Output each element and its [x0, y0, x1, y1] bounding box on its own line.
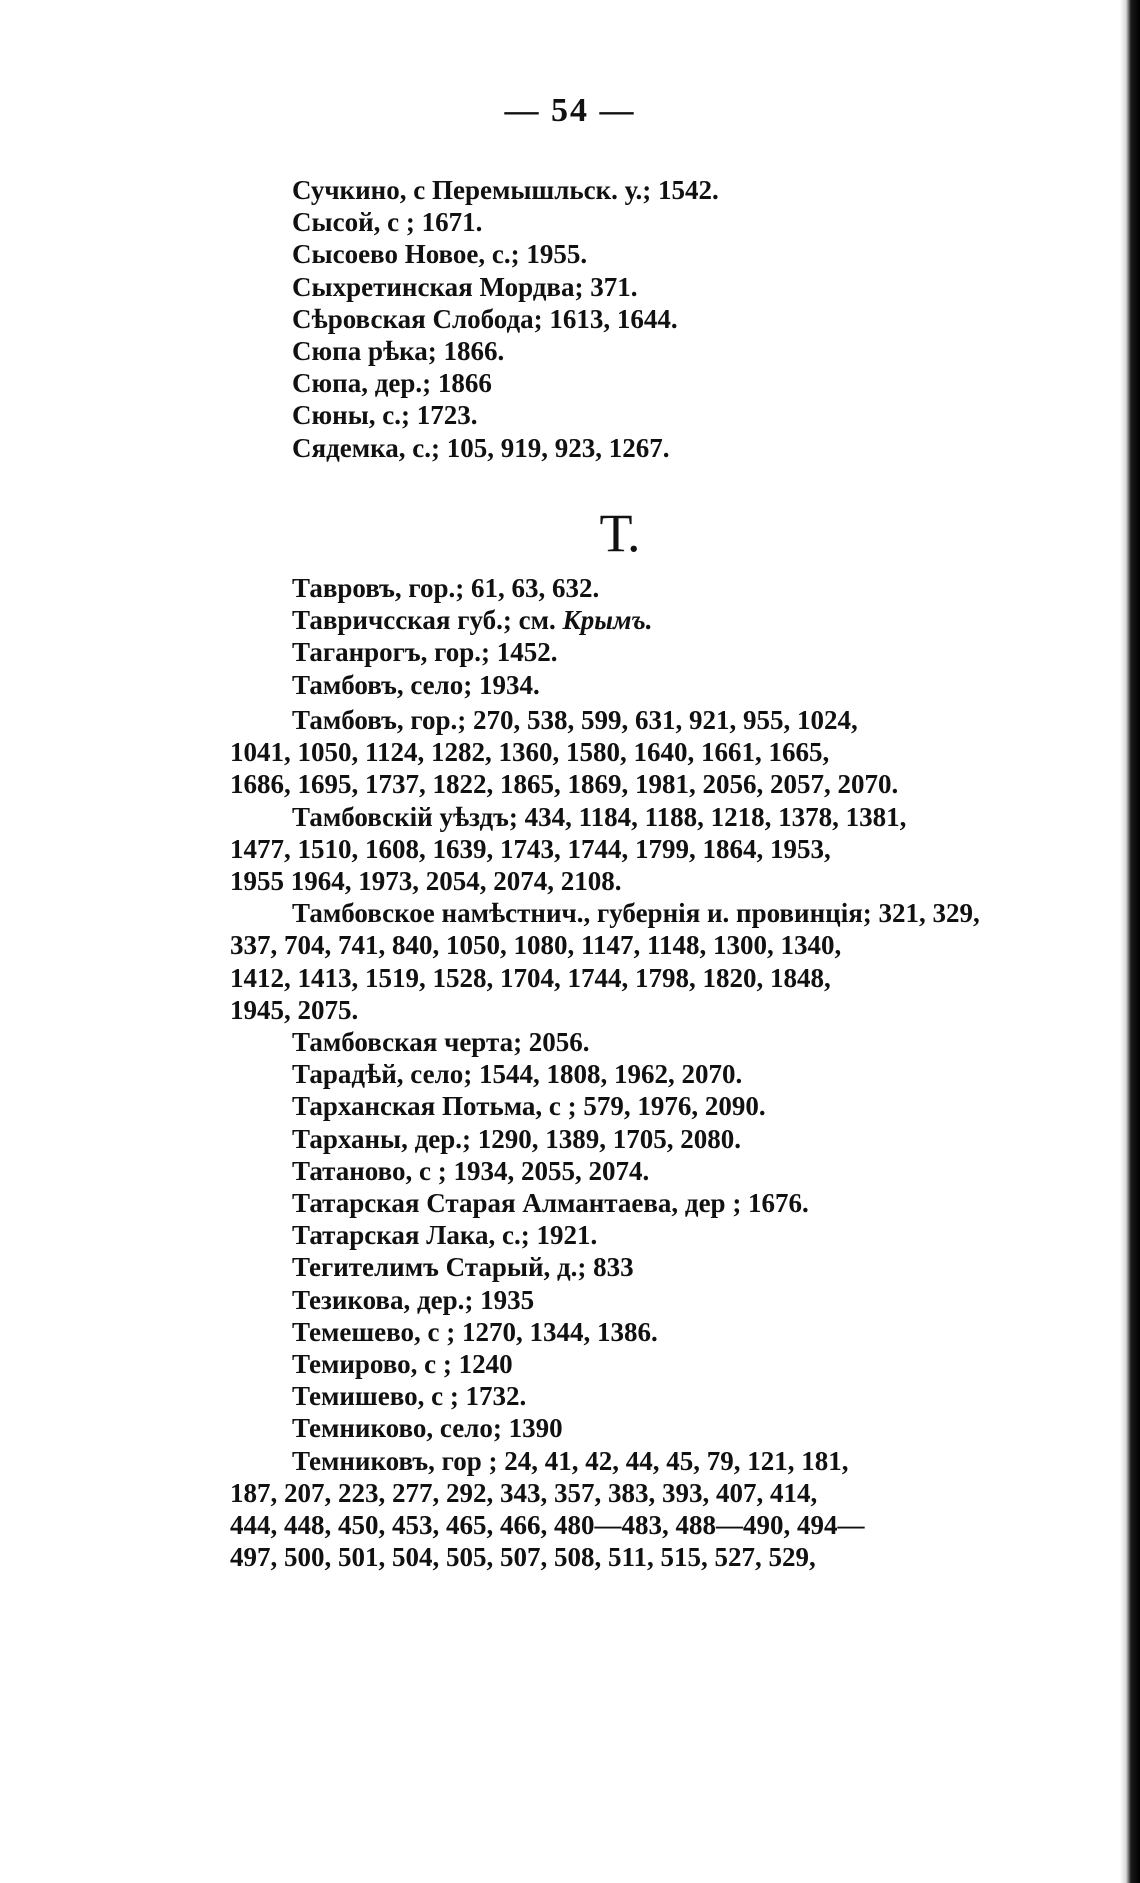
index-entry: Тарханская Потьма, с ; 579, 1976, 2090. — [292, 1091, 766, 1122]
index-section-t-short — [292, 572, 1140, 701]
index-entry-text: Тавровъ, гор.; 61, 63, 632. — [292, 573, 600, 603]
index-entry-continuation: 1412, 1413, 1519, 1528, 1704, 1744, 1798, 1820, 1848, — [230, 962, 831, 993]
index-entry: Темишево, с ; 1732. — [292, 1381, 527, 1412]
index-entry-continuation: 187, 207, 223, 277, 292, 343, 357, 383, 393, 407, 414, — [230, 1477, 818, 1508]
index-entry: Сыхретинская Мордва; 371. — [292, 271, 638, 302]
index-entry — [292, 669, 1140, 701]
index-entry: Тарханы, дер.; 1290, 1389, 1705, 2080. — [292, 1123, 742, 1154]
index-entry-continuation: 1041, 1050, 1124, 1282, 1360, 1580, 1640, 1661, 1665, — [230, 737, 830, 768]
index-entry — [292, 604, 1140, 636]
index-section-s — [292, 174, 1140, 464]
index-entry-continuation: 1477, 1510, 1608, 1639, 1743, 1744, 1799, 1864, 1953, — [230, 833, 831, 864]
index-entry: Темирово, с ; 1240 — [292, 1349, 513, 1380]
index-entry-continuation: 337, 704, 741, 840, 1050, 1080, 1147, 1148, 1300, 1340, — [230, 930, 842, 961]
index-entry: Темешево, с ; 1270, 1344, 1386. — [292, 1316, 658, 1347]
index-entry: Сюны, с.; 1723. — [292, 400, 478, 431]
index-entry-text: Таганрогъ, гор.; 1452. — [292, 637, 558, 668]
index-entry-continuation: 1686, 1695, 1737, 1822, 1865, 1869, 1981, 2056, 2057, 2070. — [230, 769, 899, 800]
index-entry: Сысоево Новое, с.; 1955. — [292, 239, 588, 270]
cross-reference: Крымъ. — [562, 605, 653, 636]
index-entry: Сюпа рѣка; 1866. — [292, 336, 505, 367]
index-entry: Тегителимъ Старый, д.; 833 — [292, 1252, 634, 1283]
index-entry — [292, 572, 1140, 604]
index-entry: Темниково, село; 1390 — [292, 1413, 563, 1444]
index-entry-continuation: 1955 1964, 1973, 2054, 2074, 2108. — [230, 866, 622, 897]
index-entry: Тезикова, дер.; 1935 — [292, 1284, 535, 1315]
index-entry: Сѣровская Слобода; 1613, 1644. — [292, 303, 678, 334]
index-section-t-long — [230, 704, 1090, 1573]
index-entry: Тамбовъ, гор.; 270, 538, 599, 631, 921, 955, 1024, — [292, 705, 858, 735]
index-entry: Татаново, с ; 1934, 2055, 2074. — [292, 1155, 650, 1186]
letter-heading: Т. — [599, 503, 641, 563]
index-entry: Тамбовскій уѣздъ; 434, 1184, 1188, 1218, 1378, 1381, — [292, 801, 907, 832]
index-entry: Сысой, с ; 1671. — [292, 207, 483, 238]
index-entry-continuation: 444, 448, 450, 453, 465, 466, 480—483, 488—490, 494— — [230, 1510, 865, 1541]
index-entry: Сучкино, с Перемышльск. у.; 1542. — [292, 175, 719, 205]
page-number: — 54 — — [504, 92, 636, 129]
index-entry: Татарская Старая Алмантаева, дер ; 1676. — [292, 1188, 809, 1219]
index-entry: Темниковъ, гор ; 24, 41, 42, 44, 45, 79, 121, 181, — [292, 1445, 849, 1476]
index-entry-text: Тавричсская губ.; см. — [292, 605, 563, 636]
index-entry-text: Тамбовъ, село; 1934. — [292, 669, 540, 700]
index-entry: Тамбовское намѣстнич., губернія и. провинція; 321, 329, — [292, 898, 980, 929]
index-entry — [292, 636, 1140, 668]
index-entry-continuation: 497, 500, 501, 504, 505, 507, 508, 511, 515, 527, 529, — [230, 1542, 816, 1573]
index-entry: Сюпа, дер.; 1866 — [292, 368, 492, 399]
index-entry-continuation: 1945, 2075. — [230, 994, 359, 1025]
index-entry: Сядемка, с.; 105, 919, 923, 1267. — [292, 432, 670, 463]
index-entry: Тамбовская черта; 2056. — [292, 1027, 590, 1058]
index-entry: Татарская Лака, с.; 1921. — [292, 1220, 598, 1251]
index-entry: Тарадѣй, село; 1544, 1808, 1962, 2070. — [292, 1059, 743, 1090]
